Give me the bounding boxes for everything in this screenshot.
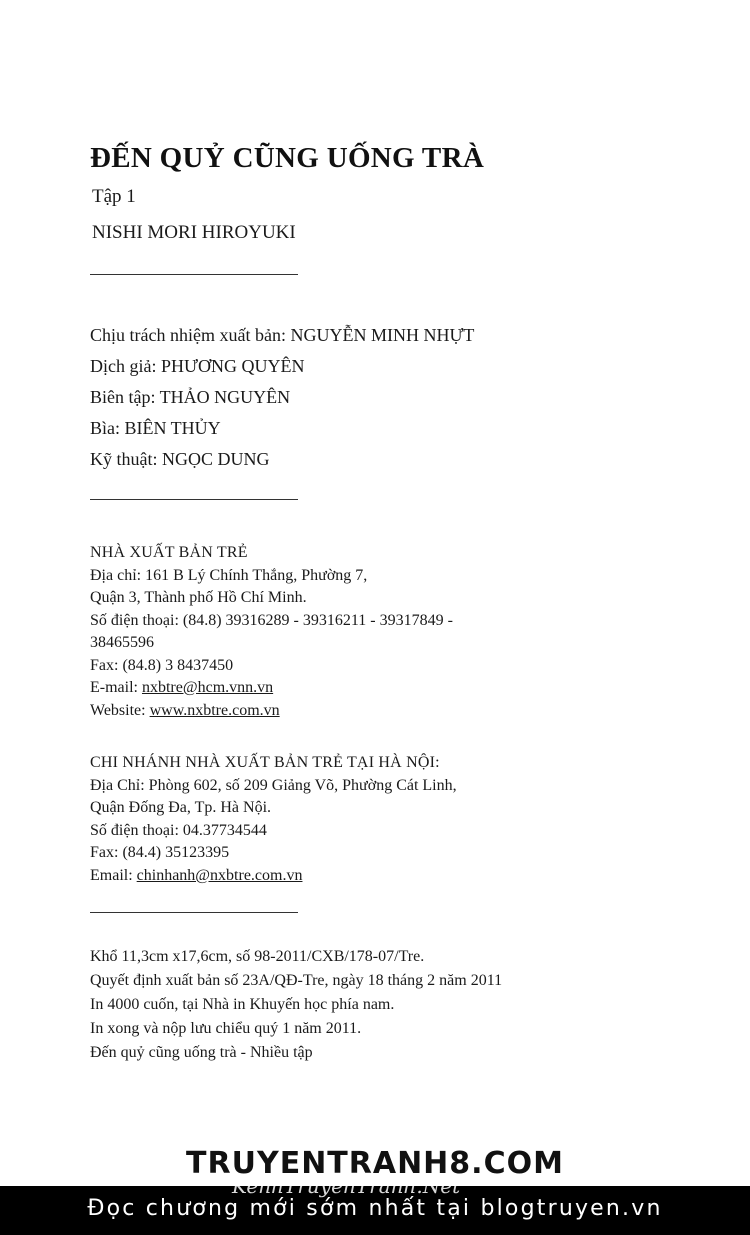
credit-publisher-responsible: Chịu trách nhiệm xuất bản: NGUYỄN MINH NHỰT	[90, 325, 475, 345]
divider	[90, 274, 298, 275]
footer-banner	[0, 1174, 750, 1235]
publisher-address: Địa chỉ: 161 B Lý Chính Thắng, Phường 7,	[90, 566, 368, 584]
branch-fax: Fax: (84.4) 35123395	[90, 844, 230, 861]
email-label: E-mail:	[90, 679, 142, 696]
email-label: Email:	[90, 866, 137, 884]
publisher-phone: Số điện thoại: (84.8) 39316289 - 39316211 - 39317849 -	[90, 611, 453, 629]
website-label: Website:	[90, 701, 150, 719]
volume-label: Tập 1	[92, 186, 136, 207]
print-run: In 4000 cuốn, tại Nhà in Khuyến học phía nam.	[90, 996, 395, 1013]
print-deposit: In xong và nộp lưu chiểu quý 1 năm 2011.	[90, 1020, 362, 1037]
print-decision: Quyết định xuất bản số 23A/QĐ-Tre, ngày 18 tháng 2 năm 2011	[90, 972, 503, 989]
publisher-email-link[interactable]: nxbtre@hcm.vnn.vn	[141, 679, 274, 696]
branch-address: Quận Đống Đa, Tp. Hà Nội.	[90, 799, 272, 816]
credits-block	[90, 320, 474, 475]
branch-email-row	[90, 865, 457, 888]
publisher-email-row	[90, 677, 453, 700]
branch-phone: Số điện thoại: 04.37734544	[90, 821, 267, 839]
publisher-block	[90, 542, 453, 722]
author-name: NISHI MORI HIROYUKI	[92, 222, 296, 243]
branch-block	[90, 752, 457, 887]
credit-cover: Bìa: BIÊN THỦY	[90, 418, 221, 438]
credit-technical: Kỹ thuật: NGỌC DUNG	[90, 449, 270, 469]
banner-text[interactable]: Đọc chương mới sớm nhất tại blogtruyen.vn	[87, 1196, 663, 1221]
publisher-address: Quận 3, Thành phố Hồ Chí Minh.	[90, 589, 307, 606]
printing-info-block	[90, 945, 502, 1065]
branch-name: CHI NHÁNH NHÀ XUẤT BẢN TRẺ TẠI HÀ NỘI:	[90, 754, 440, 771]
publisher-website-row	[90, 700, 453, 723]
branch-address: Địa Chỉ: Phòng 602, số 209 Giảng Võ, Phường Cát Linh,	[90, 776, 457, 794]
brand-watermark: TRUYENTRANH8.COM	[186, 1146, 564, 1181]
series-title: Đến quỷ cũng uống trà - Nhiều tập	[90, 1044, 313, 1061]
book-title: ĐẾN QUỶ CŨNG UỐNG TRÀ	[90, 142, 485, 174]
credit-editor: Biên tập: THẢO NGUYÊN	[90, 387, 291, 407]
print-format: Khổ 11,3cm x17,6cm, số 98-2011/CXB/178-07/Tre.	[90, 948, 425, 965]
publisher-phone: 38465596	[90, 634, 154, 651]
publisher-name: NHÀ XUẤT BẢN TRẺ	[90, 544, 248, 561]
credit-translator: Dịch giả: PHƯƠNG QUYÊN	[90, 356, 305, 376]
publisher-website-link[interactable]: www.nxbtre.com.vn	[149, 701, 280, 719]
branch-email-link[interactable]: chinhanh@nxbtre.com.vn	[136, 866, 303, 884]
divider	[90, 499, 298, 500]
signature-watermark: KenhTruyenTranh.Net	[232, 1174, 461, 1198]
publisher-fax: Fax: (84.8) 3 8437450	[90, 656, 234, 674]
divider	[90, 912, 298, 913]
